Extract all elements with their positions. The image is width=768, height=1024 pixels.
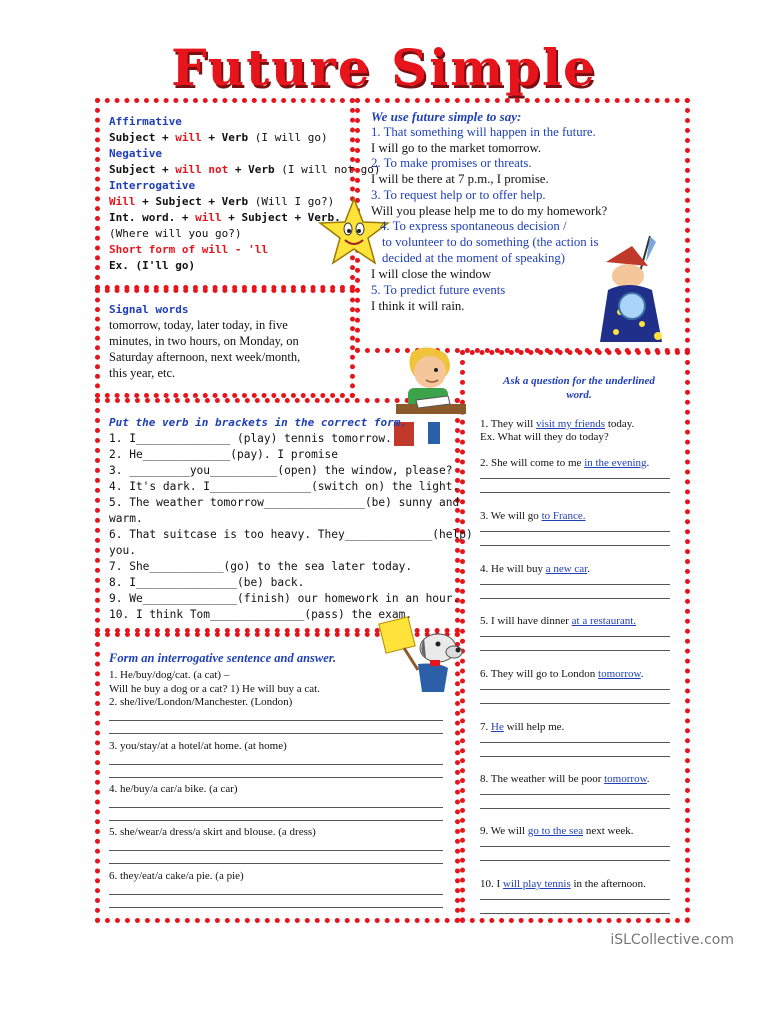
exercise-item: 3. _________you__________(open) the window, please? — [109, 464, 453, 477]
question-item — [480, 669, 643, 680]
interrogative-item: 6. they/eat/a cake/a pie. (a pie) — [109, 870, 244, 882]
question-item — [480, 458, 649, 469]
signal-words-line: this year, etc. — [109, 366, 176, 380]
short-form-label: Short form of will - 'll — [109, 243, 268, 256]
question-text: 3. We will go — [480, 510, 542, 522]
answer-line[interactable] — [109, 863, 443, 864]
exercise-item: 2. He_____________(pay). I promise — [109, 448, 339, 461]
underlined-word: He — [491, 721, 504, 733]
exercise-item: 6. That suitcase is too heavy. They_____________(help) — [109, 528, 473, 541]
exercise-item: 4. It's dark. I_______________(switch on) the light. — [109, 480, 460, 493]
interrogative-item: 3. you/stay/at a hotel/at home. (at home) — [109, 740, 287, 752]
uses-heading: We use future simple to say: — [371, 109, 522, 124]
answer-line[interactable] — [480, 689, 670, 690]
answer-line[interactable] — [480, 756, 670, 757]
question-text-end: . — [587, 563, 590, 575]
affirmative-label: Affirmative — [109, 115, 182, 128]
answer-line[interactable] — [480, 636, 670, 637]
int-word-example: (Where will you go?) — [109, 227, 242, 240]
question-item — [480, 511, 586, 522]
question-text: 8. The weather will be poor — [480, 773, 605, 785]
signal-words-line: tomorrow, today, later today, in five — [109, 318, 288, 332]
question-item — [480, 564, 590, 575]
answer-line[interactable] — [480, 598, 670, 599]
interrogative-item: 5. she/wear/a dress/a skirt and blouse. (a dress) — [109, 826, 316, 838]
uses-line: to volunteer to do something (the action is — [382, 235, 599, 249]
answer-line[interactable] — [480, 846, 670, 847]
question-item — [480, 616, 636, 627]
question-text-end: in the afternoon. — [570, 878, 646, 890]
uses-line: I will close the window — [371, 267, 492, 281]
question-text-end: next week. — [583, 825, 634, 837]
question-item — [480, 774, 650, 785]
exercise-item: 8. I_______________(be) back. — [109, 576, 305, 589]
interrogative-item: 2. she/live/London/Manchester. (London) — [109, 696, 293, 708]
exercise-item: 9. We______________(finish) our homework in an hour. — [109, 592, 460, 605]
boy-studying-illustration-icon — [388, 342, 472, 450]
question-text-end: . — [646, 773, 650, 785]
interrogative-formula: Will + Subject + Verb (Will I go?) — [109, 195, 335, 208]
short-form-example: Ex. (I'll go) — [109, 259, 196, 272]
uses-line: 4. To express spontaneous decision / — [380, 219, 567, 233]
uses-line: decided at the moment of speaking) — [382, 251, 566, 265]
underlined-word: at a restaurant. — [571, 615, 637, 627]
question-text-end: will help me. — [503, 721, 565, 733]
answer-line[interactable] — [109, 733, 443, 734]
answer-line[interactable] — [480, 703, 670, 704]
question-text: 5. I will have dinner — [480, 615, 572, 627]
answer-line[interactable] — [480, 899, 670, 900]
answer-line[interactable] — [480, 650, 670, 651]
exercise-item: 5. The weather tomorrow_______________(be) sunny and — [109, 496, 460, 509]
underlined-word: tomorrow — [604, 773, 647, 785]
question-text-end: today. — [605, 418, 635, 430]
uses-line: I will go to the market tomorrow. — [371, 141, 542, 155]
answer-line[interactable] — [480, 492, 670, 493]
exercise-item: warm. — [109, 512, 143, 525]
interrogative-example-line-2: Will he buy a dog or a cat? 1) He will buy a cat. — [109, 683, 320, 695]
question-text: 1. They will — [480, 418, 537, 430]
underlined-word: to France. — [541, 510, 586, 522]
signal-words-line: minutes, in two hours, on Monday, on — [109, 334, 299, 348]
answer-line[interactable] — [480, 808, 670, 809]
answer-line[interactable] — [109, 894, 443, 895]
interrogative-example-line-1: 1. He/buy/dog/cat. (a cat) – — [109, 669, 230, 681]
footer-watermark: iSLCollective.com — [610, 932, 734, 948]
exercise-item: you. — [109, 544, 136, 557]
signal-words-label: Signal words — [109, 303, 189, 316]
exercise-item: 10. I think Tom______________(pass) the exam. — [109, 608, 413, 621]
question-text: 9. We will — [480, 825, 528, 837]
interrogative-item: 4. he/buy/a car/a bike. (a car) — [109, 783, 238, 795]
question-text: 10. I — [480, 878, 503, 890]
answer-line[interactable] — [109, 850, 443, 851]
question-example: Ex. What will they do today? — [480, 431, 609, 443]
underlined-word: go to the sea — [527, 825, 584, 837]
wizard-illustration-icon — [592, 232, 676, 344]
question-text: 7. — [480, 721, 491, 733]
underlined-word: tomorrow — [598, 668, 641, 680]
questions-heading-line-1: Ask a question for the underlined — [503, 375, 655, 387]
question-item — [480, 879, 646, 890]
page-title: Future Simple — [171, 38, 597, 97]
interrogative-label: Interrogative — [109, 179, 196, 192]
answer-line[interactable] — [480, 531, 670, 532]
uses-line: 1. That something will happen in the future. — [371, 125, 596, 139]
answer-line[interactable] — [109, 777, 443, 778]
uses-line: 5. To predict future events — [371, 283, 506, 297]
answer-line[interactable] — [480, 478, 670, 479]
interrogative-heading: Form an interrogative sentence and answer. — [109, 651, 337, 665]
answer-line[interactable] — [480, 860, 670, 861]
answer-line[interactable] — [480, 545, 670, 546]
underlined-word: visit my friends — [536, 418, 606, 430]
answer-line[interactable] — [109, 764, 443, 765]
underlined-word: a new car — [545, 563, 588, 575]
negative-label: Negative — [109, 147, 162, 160]
answer-line[interactable] — [109, 807, 443, 808]
question-text: 4. He will buy — [480, 563, 546, 575]
signal-words-line: Saturday afternoon, next week/month, — [109, 350, 301, 364]
question-text: 2. She will come to me — [480, 457, 585, 469]
uses-line: 2. To make promises or threats. — [371, 156, 532, 170]
exercise-item: 7. She___________(go) to the sea later today. — [109, 560, 413, 573]
question-item — [480, 826, 634, 837]
answer-line[interactable] — [109, 907, 443, 908]
affirmative-formula: Subject + will + Verb (I will go) — [109, 131, 328, 144]
answer-line[interactable] — [109, 820, 443, 821]
int-word-formula: Int. word. + will + Subject + Verb. — [109, 211, 341, 224]
uses-line: 3. To request help or to offer help. — [371, 188, 546, 202]
negative-formula: Subject + will not + Verb (I will not go) — [109, 163, 381, 176]
brackets-heading: Put the verb in brackets in the correct form. — [109, 416, 408, 429]
underlined-word: in the evening — [584, 457, 647, 469]
questions-heading-line-2: word. — [566, 389, 592, 401]
question-text-end: . — [640, 668, 644, 680]
answer-line[interactable] — [480, 742, 670, 743]
dog-with-sign-illustration-icon — [378, 612, 470, 696]
question-text-end: . — [646, 457, 650, 469]
answer-line[interactable] — [480, 913, 670, 914]
underlined-word: will play tennis — [502, 878, 571, 890]
answer-line[interactable] — [480, 584, 670, 585]
exercise-item: 1. I______________ (play) tennis tomorrow. — [109, 432, 392, 445]
uses-line: I will be there at 7 p.m., I promise. — [371, 172, 549, 186]
question-item — [480, 419, 634, 430]
uses-line: Will you please help me to do my homework? — [371, 204, 608, 218]
uses-line: I think it will rain. — [371, 299, 465, 313]
question-item — [480, 722, 564, 733]
question-text: 6. They will go to London — [480, 668, 599, 680]
answer-line[interactable] — [109, 720, 443, 721]
answer-line[interactable] — [480, 794, 670, 795]
